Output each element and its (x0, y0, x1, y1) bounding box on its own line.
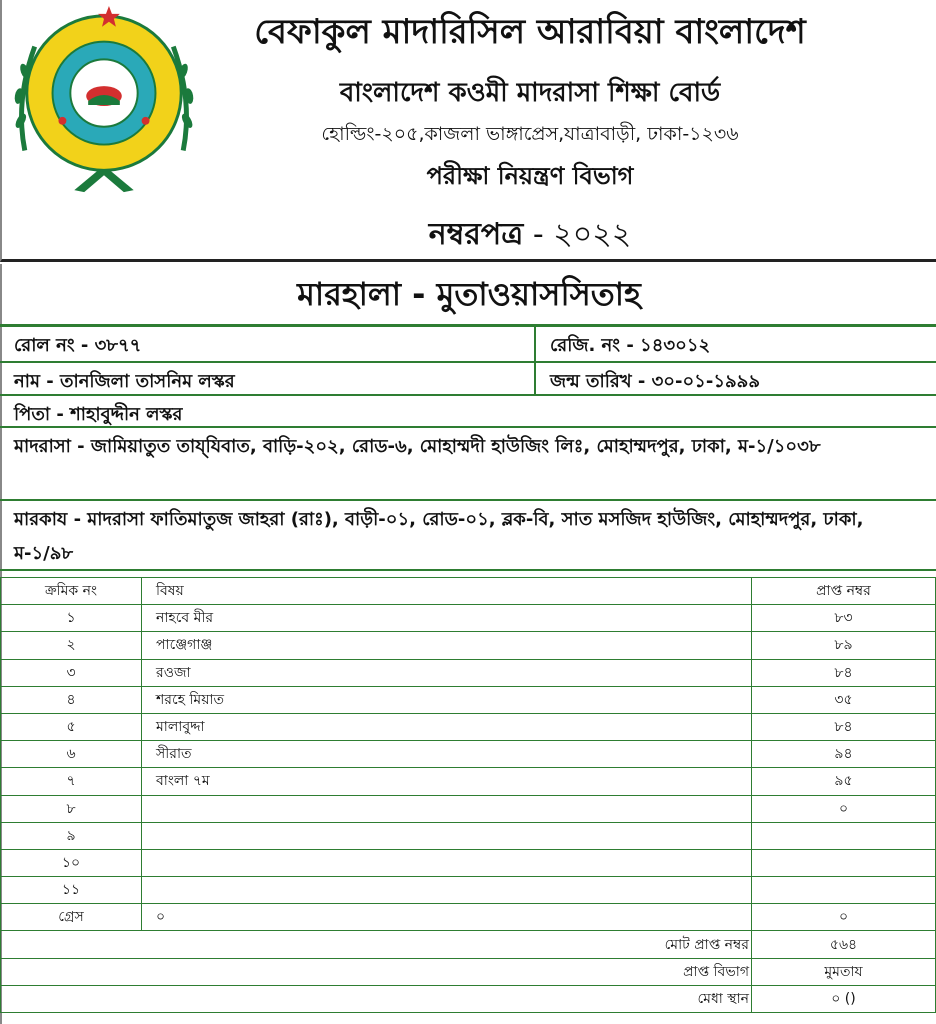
row-subject: ০ (142, 904, 752, 931)
row-serial: ১ (1, 605, 142, 632)
row-subject: নাহবে মীর (142, 605, 752, 632)
row-marks (752, 849, 936, 876)
madrasa-name: মাদরাসা - জামিয়াতুত তায্‌যিবাত, বাড়ি-২০২, রোড-৬, মোহাম্মদী হাউজিং লিঃ, মোহাম্মদপুর, ঢাকা, ম-১/১০৩৮ (0, 428, 936, 501)
row-marks: ০ (752, 904, 936, 931)
row-serial: গ্রেস (1, 904, 142, 931)
table-row (1, 822, 936, 849)
row-marks: ৮৯ (752, 632, 936, 659)
roll-number: রোল নং - ৩৮৭৭ (14, 335, 142, 356)
summary-row (1, 985, 936, 1012)
row-serial: ৩ (1, 659, 142, 686)
header-subject: বিষয় (142, 578, 752, 605)
row-serial: ৯ (1, 822, 142, 849)
summary-label: প্রাপ্ত বিভাগ (1, 958, 752, 985)
table-row (1, 904, 936, 931)
table-header-row (1, 578, 936, 605)
summary-value: মুমতায (752, 958, 936, 985)
row-serial: ৬ (1, 741, 142, 768)
table-row (1, 659, 936, 686)
row-subject (142, 795, 752, 822)
row-subject: পাঞ্জেগাঞ্জ (142, 632, 752, 659)
row-marks: ৮৪ (752, 713, 936, 740)
row-subject: বাংলা ৭ম (142, 768, 752, 795)
row-subject: শরহে মিয়াত (142, 686, 752, 713)
summary-label: মেধা স্থান (1, 985, 752, 1012)
summary-label: মোট প্রাপ্ত নম্বর (1, 931, 752, 958)
row-subject (142, 877, 752, 904)
table-row (1, 795, 936, 822)
summary-value: ০ () (752, 985, 936, 1012)
info-row (0, 363, 936, 396)
registration-number: রেজি. নং - ১৪৩০১২ (534, 327, 922, 361)
info-row (0, 327, 936, 363)
summary-value: ৫৬৪ (752, 931, 936, 958)
marks-table (0, 577, 936, 1013)
row-serial: ৪ (1, 686, 142, 713)
header-marks: প্রাপ্ত নম্বর (752, 578, 936, 605)
table-row (1, 768, 936, 795)
student-name: নাম - তানজিলা তাসনিম লস্কর (14, 371, 235, 392)
row-marks: ৩৫ (752, 686, 936, 713)
row-serial: ৮ (1, 795, 142, 822)
document-title (2, 210, 936, 261)
department-name: পরীক্ষা নিয়ন্ত্রণ বিভাগ (426, 162, 634, 190)
row-subject: সীরাত (142, 741, 752, 768)
summary-row (1, 931, 936, 958)
row-subject (142, 849, 752, 876)
certificate-header (0, 0, 936, 262)
doc-label: নম্বরপত্র (428, 217, 524, 252)
table-row (1, 877, 936, 904)
student-info (0, 324, 936, 571)
table-row (1, 713, 936, 740)
father-name: পিতা - শাহাবুদ্দীন লস্কর (0, 396, 936, 428)
row-subject: রওজা (142, 659, 752, 686)
markaz-name: মারকায - মাদরাসা ফাতিমাতুজ জাহরা (রাঃ), বাড়ী-০১, রোড-০১, ব্লক-বি, সাত মসজিদ হাউজিং, মোহাম্মদপুর, ঢাকা, ম-১/৯৮ (0, 501, 936, 571)
table-row (1, 741, 936, 768)
date-of-birth: জন্ম তারিখ - ৩০-০১-১৯৯৯ (534, 363, 922, 394)
row-marks (752, 877, 936, 904)
row-marks: ৮৪ (752, 659, 936, 686)
table-row (1, 849, 936, 876)
row-marks: ৮৩ (752, 605, 936, 632)
board-address: হোল্ডিং-২০৫,কাজলা ভাঙ্গাপ্রেস,যাত্রাবাড়ী, ঢাকা-১২৩৬ (321, 123, 739, 145)
row-marks (752, 822, 936, 849)
table-row (1, 605, 936, 632)
row-serial: ২ (1, 632, 142, 659)
row-subject (142, 822, 752, 849)
summary-row (1, 958, 936, 985)
header-serial: ক্রমিক নং (1, 578, 142, 605)
row-marks: ৯৫ (752, 768, 936, 795)
row-subject: মালাবুদ্দা (142, 713, 752, 740)
table-row (1, 686, 936, 713)
board-title: বেফাকুল মাদারিসিল আরাবিয়া বাংলাদেশ (254, 12, 806, 52)
marhala-title: মারহালা - মুতাওয়াসসিতাহ (0, 264, 936, 324)
row-serial: ৫ (1, 713, 142, 740)
row-serial: ৭ (1, 768, 142, 795)
table-row (1, 632, 936, 659)
row-marks: ৯৪ (752, 741, 936, 768)
row-serial: ১০ (1, 849, 142, 876)
row-marks: ০ (752, 795, 936, 822)
row-serial: ১১ (1, 877, 142, 904)
board-subtitle: বাংলাদেশ কওমী মাদরাসা শিক্ষা বোর্ড (339, 78, 721, 108)
doc-year: - ২০২২ (532, 217, 632, 252)
